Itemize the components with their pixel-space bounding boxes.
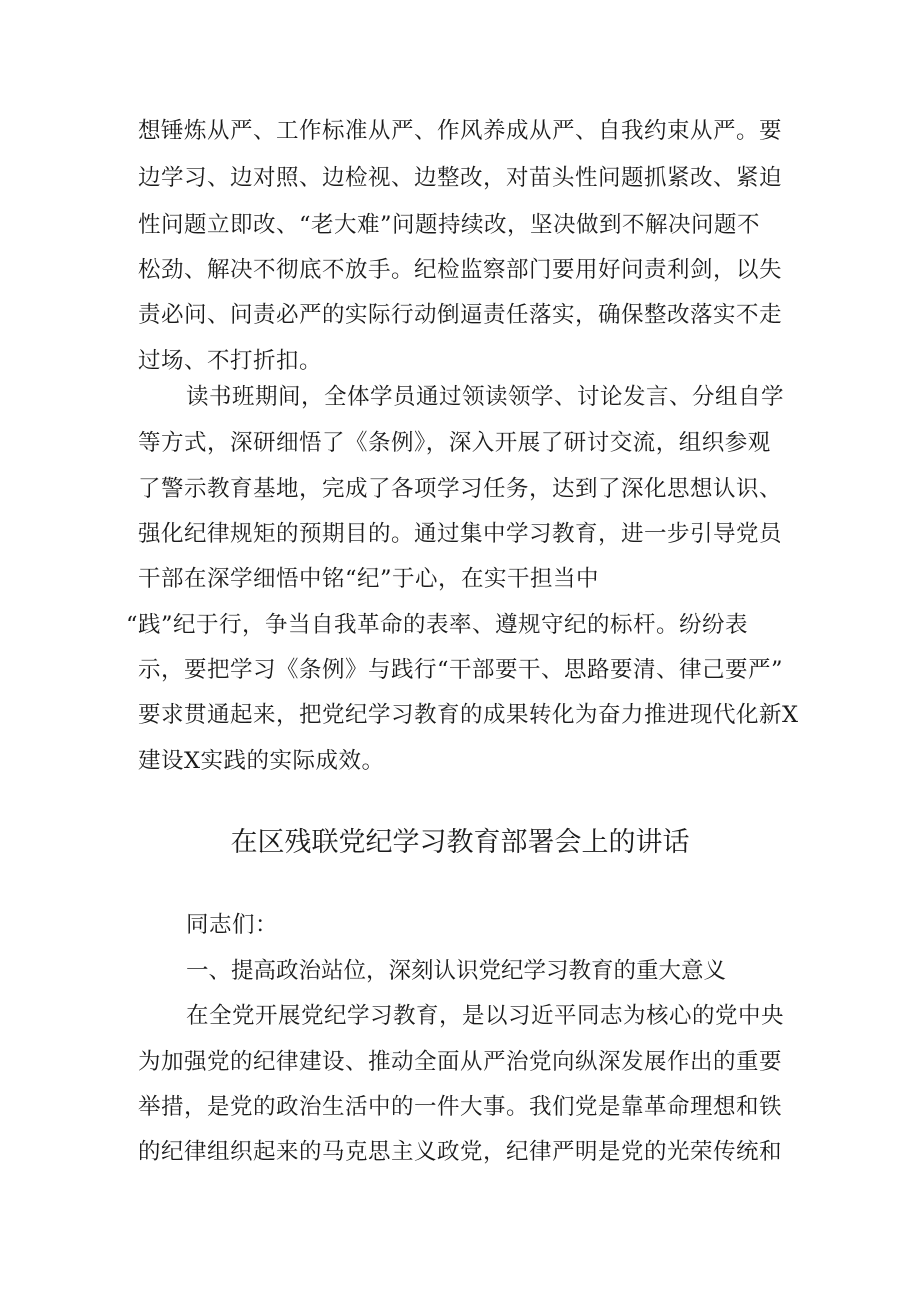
body-text-line: “践”纪于行，争当自我革命的表率、遵规守纪的标杆。纷纷表 bbox=[126, 612, 749, 638]
section-heading: 一、提高政治站位，深刻认识党纪学习教育的重大意义 bbox=[186, 958, 727, 984]
body-text-line: 过场、不打折扣。 bbox=[138, 348, 323, 374]
body-text-line: 要求贯通起来，把党纪学习教育的成果转化为奋力推进现代化新X bbox=[138, 702, 799, 728]
speech-title: 在区残联党纪学习教育部署会上的讲话 bbox=[230, 827, 690, 858]
body-text-line: 在全党开展党纪学习教育，是以习近平同志为核心的党中央 bbox=[186, 1003, 785, 1029]
body-text-line: 边学习、边对照、边检视、边整改，对苗头性问题抓紧改、紧迫 bbox=[138, 165, 783, 191]
body-text-line: 举措，是党的政治生活中的一件大事。我们党是靠革命理想和铁 bbox=[138, 1094, 783, 1120]
body-text-line: 性问题立即改、“老大难”问题持续改，坚决做到不解决问题不 bbox=[138, 212, 761, 238]
body-text-line: 等方式，深研细悟了《条例》，深入开展了研讨交流，组织参观 bbox=[138, 430, 771, 456]
body-text-line: 强化纪律规矩的预期目的。通过集中学习教育，进一步引导党员 bbox=[138, 521, 783, 547]
body-text-line: 责必问、问责必严的实际行动倒逼责任落实，确保整改落实不走 bbox=[138, 302, 783, 328]
body-text-line: 的纪律组织起来的马克思主义政党，纪律严明是党的光荣传统和 bbox=[138, 1139, 783, 1165]
body-text-line: 建设X实践的实际成效。 bbox=[138, 748, 385, 774]
body-text-line: 读书班期间，全体学员通过领读领学、讨论发言、分组自学 bbox=[186, 384, 785, 410]
body-text-line: 干部在深学细悟中铭“纪”于心，在实干担当中 bbox=[138, 566, 600, 592]
body-text-line: 想锤炼从严、工作标准从严、作风养成从严、自我约束从严。要 bbox=[138, 118, 783, 144]
body-text-line: 了警示教育基地，完成了各项学习任务，达到了深化思想认识、 bbox=[138, 476, 783, 502]
body-text-line: 松劲、解决不彻底不放手。纪检监察部门要用好问责利剑，以失 bbox=[138, 257, 783, 283]
body-text-line: 为加强党的纪律建设、推动全面从严治党向纵深发展作出的重要 bbox=[138, 1049, 783, 1075]
greeting: 同志们： bbox=[186, 912, 279, 938]
body-text-line: 示，要把学习《条例》与践行“干部要干、思路要清、律己要严” bbox=[138, 657, 784, 683]
